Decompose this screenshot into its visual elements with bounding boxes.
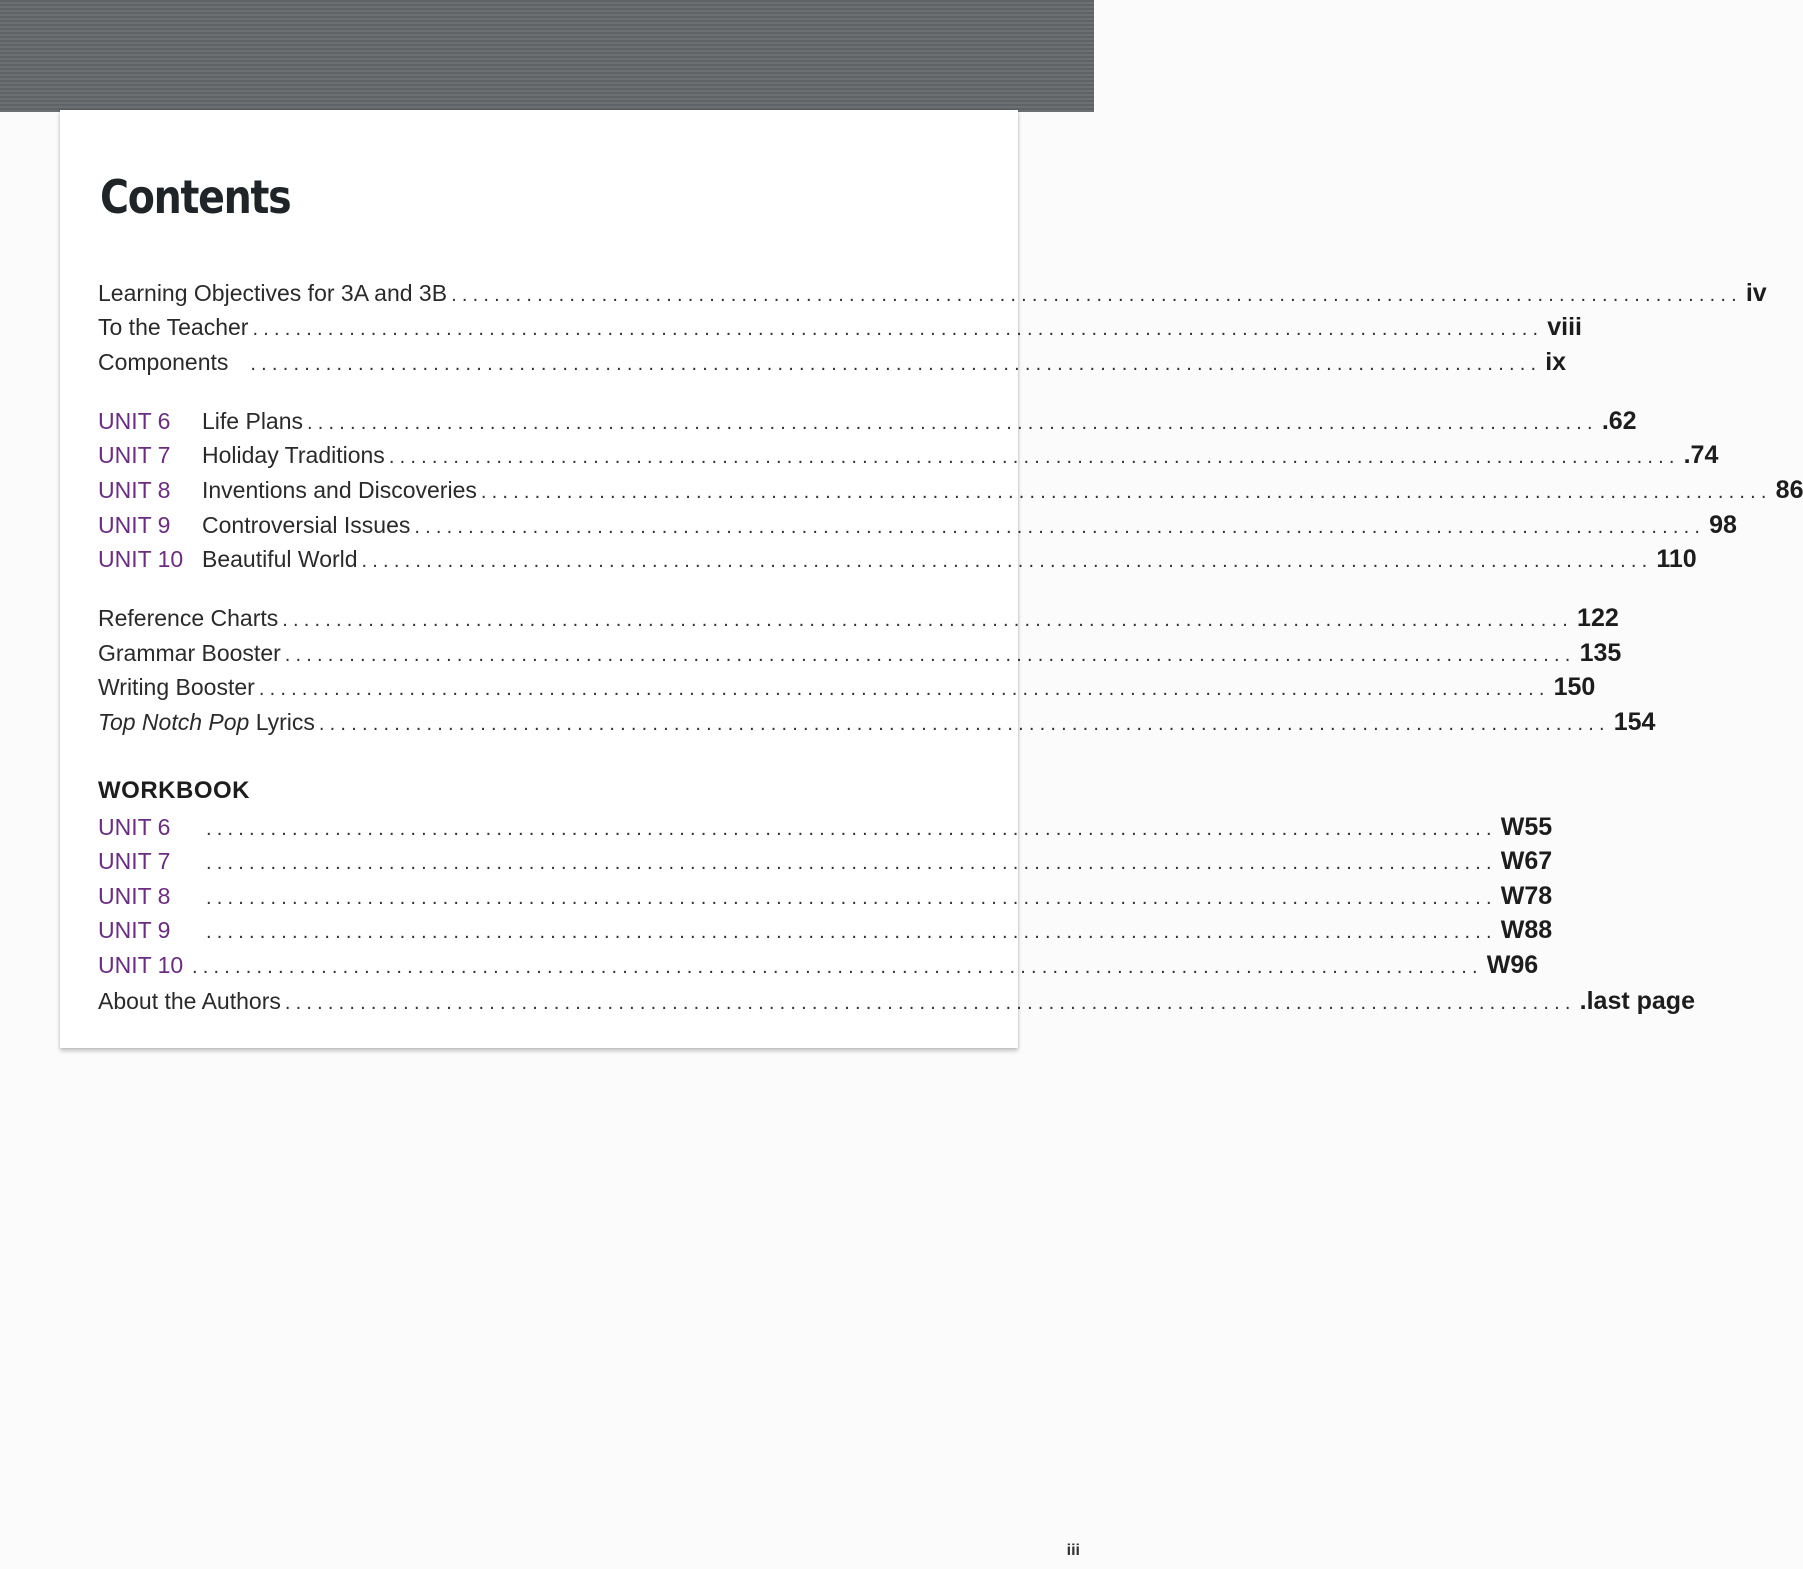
- dot-leader: ........................................................................................................................: [258, 678, 1550, 700]
- toc-page-number: 122: [1577, 604, 1619, 632]
- toc-page-number: W96: [1486, 951, 1539, 979]
- unit-number: UNIT 9: [98, 917, 171, 943]
- toc-entry-workbook-unit-10[interactable]: [98, 948, 1539, 982]
- unit-number: UNIT 10: [98, 546, 184, 572]
- toc-entry-pop-lyrics[interactable]: [98, 705, 1656, 739]
- toc-entry-to-the-teacher[interactable]: [98, 310, 1583, 344]
- workbook-heading: WORKBOOK: [98, 777, 250, 804]
- dot-leader: ........................................................................................................................: [282, 609, 1574, 631]
- toc-entry-unit-7[interactable]: [98, 438, 1719, 472]
- dot-leader: ........................................................................................................................: [451, 284, 1742, 306]
- toc-entry-workbook-unit-9[interactable]: [98, 913, 1553, 947]
- toc-entry-learning-objectives[interactable]: [98, 276, 1767, 310]
- unit-number: UNIT 6: [98, 408, 171, 434]
- toc-page-number: 154: [1613, 708, 1656, 736]
- toc-entry-about-the-authors[interactable]: [98, 984, 1695, 1018]
- toc-entry-workbook-unit-6[interactable]: [98, 810, 1553, 844]
- dot-leader: ........................................................................................................................: [307, 412, 1598, 434]
- toc-page-number: W88: [1500, 916, 1553, 944]
- unit-number: UNIT 7: [98, 442, 171, 468]
- toc-entry-label: Components: [98, 349, 229, 375]
- toc-entry-components[interactable]: [98, 345, 1567, 379]
- toc-entry-label: Inventions and Discoveries: [202, 477, 477, 503]
- toc-page-number: 150: [1553, 673, 1596, 701]
- toc-page-number: W67: [1500, 847, 1553, 875]
- toc-entry-unit-9[interactable]: [98, 508, 1737, 542]
- toc-page-number: iv: [1745, 279, 1767, 307]
- toc-entry-label: Life Plans: [202, 408, 304, 434]
- toc-entry-workbook-unit-8[interactable]: [98, 879, 1553, 913]
- toc-entry-label: Writing Booster: [98, 674, 255, 700]
- toc-page-number: W55: [1500, 813, 1553, 841]
- toc-entry-label: About the Authors: [98, 988, 281, 1014]
- toc-entry-grammar-booster[interactable]: [98, 636, 1622, 670]
- toc-page-number: 135: [1579, 639, 1622, 667]
- unit-number: UNIT 6: [98, 814, 171, 840]
- toc-entry-unit-10[interactable]: [98, 542, 1697, 576]
- dot-leader: ........................................................................................................................: [318, 713, 1610, 735]
- toc-entry-label: Controversial Issues: [202, 512, 411, 538]
- toc-page-number: viii: [1547, 313, 1583, 341]
- toc-entry-workbook-unit-7[interactable]: [98, 844, 1553, 878]
- unit-number: UNIT 9: [98, 512, 171, 538]
- dot-leader: ........................................................................................................................: [206, 852, 1497, 874]
- dot-leader: ........................................................................................................................: [414, 516, 1706, 538]
- dot-leader: ........................................................................................................................: [192, 956, 1483, 978]
- dot-leader: ........................................................................................................................: [284, 644, 1576, 666]
- toc-page-number: ix: [1545, 348, 1567, 376]
- dot-leader: ........................................................................................................................: [388, 446, 1680, 468]
- unit-number: UNIT 8: [98, 883, 171, 909]
- toc-entry-unit-8[interactable]: [98, 473, 1803, 507]
- toc-entry-label: Holiday Traditions: [202, 442, 385, 468]
- dot-leader: ........................................................................................................................: [206, 887, 1497, 909]
- toc-entry-label: Reference Charts: [98, 605, 279, 631]
- toc-entry-label: [98, 705, 315, 739]
- toc-page-number: 110: [1656, 545, 1697, 573]
- toc-page-number: 86: [1775, 476, 1803, 504]
- dot-leader: ........................................................................................................................: [284, 992, 1576, 1014]
- toc-entry-label: Beautiful World: [202, 546, 358, 572]
- dot-leader: ........................................................................................................................: [252, 318, 1544, 340]
- unit-number: UNIT 10: [98, 952, 184, 978]
- toc-entry-label: To the Teacher: [98, 314, 249, 340]
- toc-entry-reference-charts[interactable]: [98, 601, 1619, 635]
- dot-leader: ........................................................................................................................: [480, 481, 1772, 503]
- toc-page-number: W78: [1500, 882, 1553, 910]
- page-title: Contents: [100, 170, 291, 224]
- toc-entry-unit-6[interactable]: [98, 404, 1637, 438]
- toc-entry-label-italic: Top Notch Pop: [98, 709, 250, 735]
- toc-page-number: 98: [1709, 511, 1737, 539]
- toc-page-number: .74: [1683, 441, 1719, 469]
- toc-page-number: .last page: [1579, 987, 1695, 1015]
- dot-leader: ........................................................................................................................: [206, 818, 1497, 840]
- toc-entry-label: Learning Objectives for 3A and 3B: [98, 280, 448, 306]
- toc-entry-label: Grammar Booster: [98, 640, 281, 666]
- unit-number: UNIT 7: [98, 848, 171, 874]
- page-folio: iii: [1066, 1542, 1080, 1559]
- header-band: [0, 0, 1094, 112]
- dot-leader: ........................................................................................................................: [361, 550, 1653, 572]
- toc-entry-writing-booster[interactable]: [98, 670, 1596, 704]
- dot-leader: ........................................................................................................................: [250, 353, 1542, 375]
- toc-page-number: .62: [1601, 407, 1637, 435]
- dot-leader: ........................................................................................................................: [206, 921, 1497, 943]
- unit-number: UNIT 8: [98, 477, 171, 503]
- toc-entry-label-rest: Lyrics: [249, 709, 315, 735]
